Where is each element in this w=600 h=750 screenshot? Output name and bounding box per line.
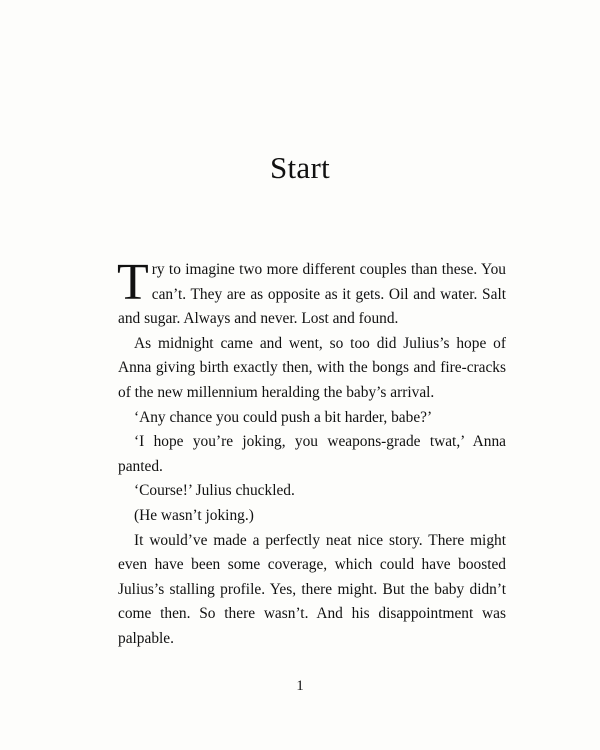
paragraph-1: [117, 254, 506, 332]
paragraph-6: (He wasn’t joking.): [134, 506, 254, 524]
chapter-body: [117, 254, 506, 652]
paragraph-2: As midnight came and went, so too did Julius’s hope of Anna giving birth exactly then, with the bongs and fire-cracks of the new millennium heralding the baby’s arrival.: [118, 334, 506, 401]
paragraph-5: ‘Course!’ Julius chuckled.: [134, 482, 295, 500]
paragraph-1-text: ry to imagine two more different couples than these. You can’t. They are as opposite as it gets. Oil and water. Salt and sugar. Always and never. Lost and found.: [118, 261, 506, 328]
page-number: 1: [296, 678, 304, 694]
paragraph-4: ‘I hope you’re joking, you weapons-grade twat,’ Anna panted.: [118, 433, 506, 475]
drop-cap: T: [117, 254, 149, 311]
chapter-title: Start: [269, 150, 331, 185]
paragraph-3: ‘Any chance you could push a bit harder, babe?’: [134, 408, 433, 426]
paragraph-7: It would’ve made a perfectly neat nice story. There might even have been some coverage, which could have boosted Julius’s stalling profile. Yes, there might. But the baby didn’t come then. So there wasn’t. And his disappointment was palpable.: [118, 531, 506, 647]
